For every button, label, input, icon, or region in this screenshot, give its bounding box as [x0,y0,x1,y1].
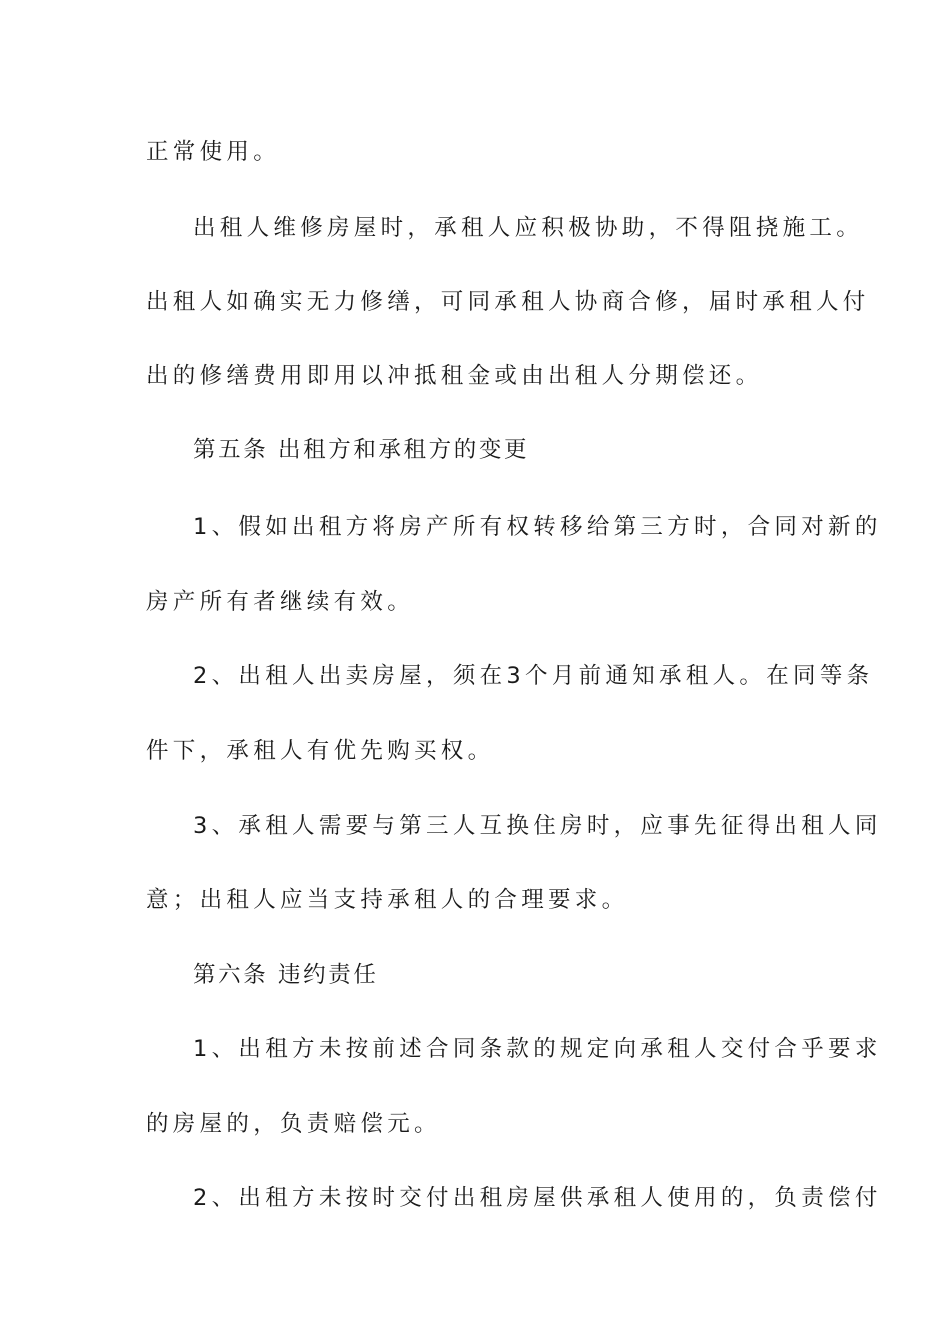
section-heading: 第六条 违约责任 [193,962,379,988]
text-line: 房产所有者继续有效。 [146,589,415,615]
text-line: 1、假如出租方将房产所有权转移给第三方时，合同对新的 [193,514,882,540]
text-line: 3、承租人需要与第三人互换住房时，应事先征得出租人同 [193,813,882,839]
text-line: 出租人如确实无力修缮，可同承租人协商合修，届时承租人付 [146,289,870,315]
text-line: 出租人维修房屋时，承租人应积极协助，不得阻挠施工。 [193,215,864,241]
text-line: 正常使用。 [146,139,281,165]
text-line: 2、出租人出卖房屋，须在3个月前通知承租人。在同等条 [193,663,874,689]
text-line: 1、出租方未按前述合同条款的规定向承租人交付合乎要求 [193,1036,882,1062]
text-line: 2、出租方未按时交付出租房屋供承租人使用的，负责偿付 [193,1185,882,1211]
text-line: 意；出租人应当支持承租人的合理要求。 [146,887,629,913]
text-line: 件下，承租人有优先购买权。 [146,738,495,764]
text-line: 出的修缮费用即用以冲抵租金或由出租人分期偿还。 [146,363,763,389]
section-heading: 第五条 出租方和承租方的变更 [193,437,530,463]
text-line: 的房屋的，负责赔偿元。 [146,1111,441,1137]
